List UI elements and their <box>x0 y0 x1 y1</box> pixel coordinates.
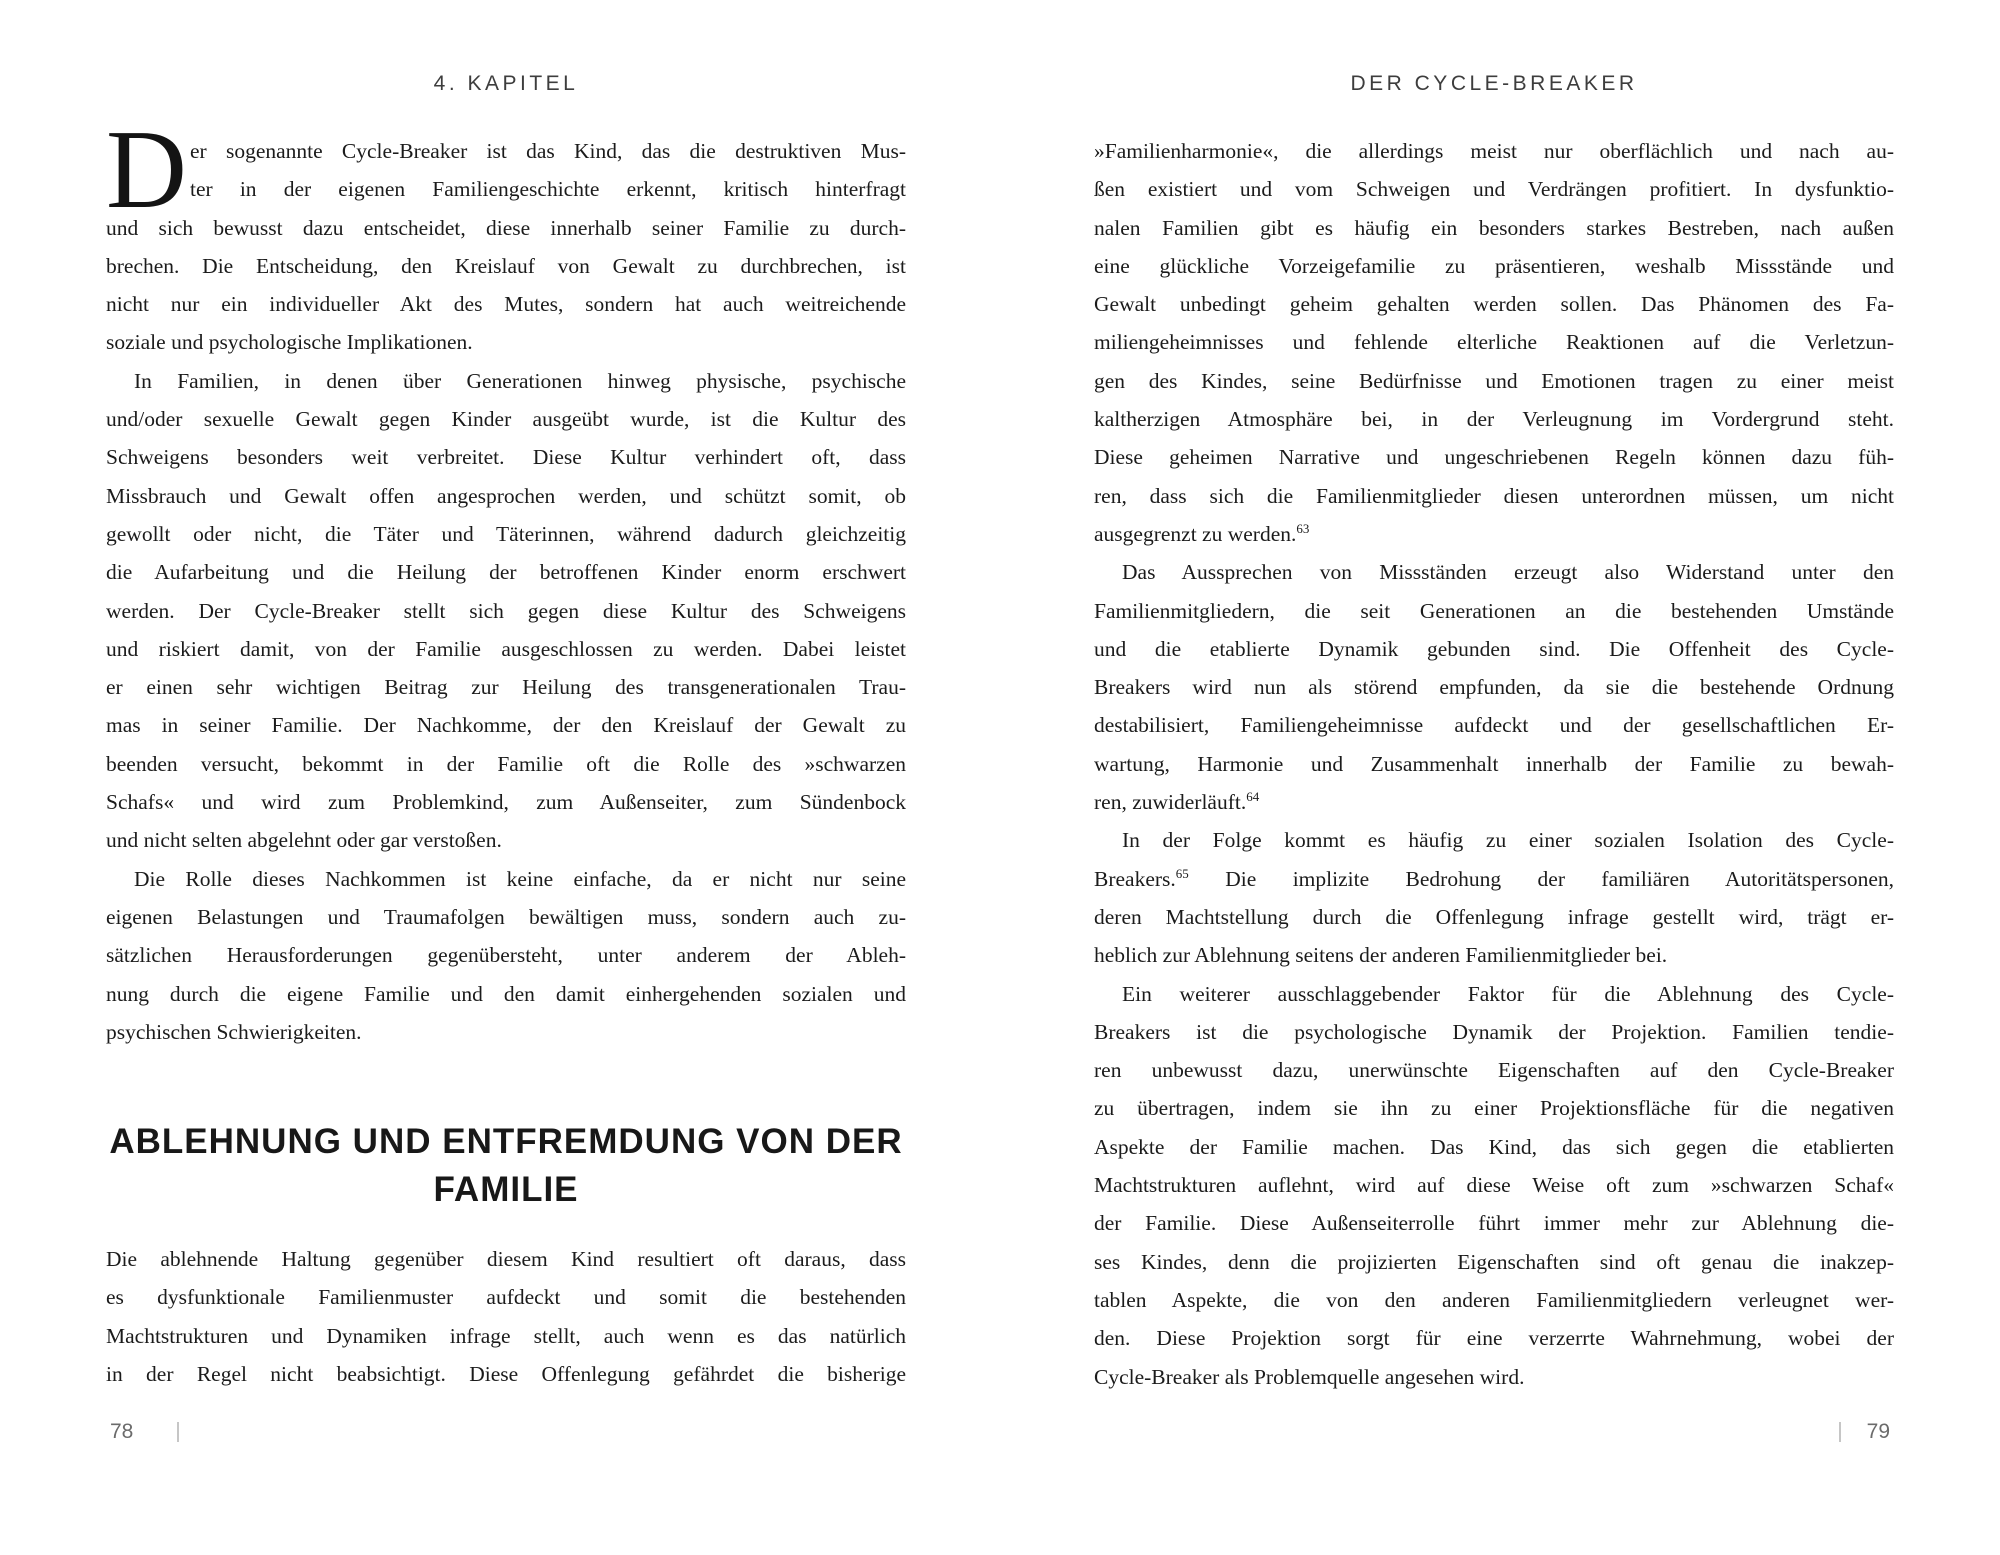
text-line: Machtstrukturen auflehnt, wird auf diese Weise oft zum »schwarzen Schaf« <box>1094 1173 1894 1198</box>
text-line: miliengeheimnisses und fehlende elterliche Reaktionen auf die Verletzun- <box>1094 330 1894 355</box>
text-line: Breakers ist die psychologische Dynamik der Projektion. Familien tendie- <box>1094 1019 1894 1044</box>
text-line: es dysfunktionale Familienmuster aufdeckt und somit die bestehenden <box>106 1285 906 1310</box>
text-line: der Familie. Diese Außenseiterrolle führt immer mehr zur Ablehnung die- <box>1094 1211 1894 1236</box>
text-line: gen des Kindes, seine Bedürfnisse und Emotionen tragen zu einer meist <box>1094 368 1894 393</box>
text-line: nicht nur ein individueller Akt des Mutes, sondern hat auch weitreichende <box>106 292 906 317</box>
text-line: Die ablehnende Haltung gegenüber diesem Kind resultiert oft daraus, dass <box>106 1247 906 1272</box>
page-left-body <box>106 108 906 1393</box>
text-line: und/oder sexuelle Gewalt gegen Kinder ausgeübt wurde, ist die Kultur des <box>106 407 906 432</box>
text-line: Diese geheimen Narrative und ungeschriebenen Regeln können dazu füh- <box>1094 445 1894 470</box>
text-line: und riskiert damit, von der Familie ausgeschlossen zu werden. Dabei leistet <box>106 636 906 661</box>
text-line: heblich zur Ablehnung seitens der anderen Familienmitglieder bei. <box>1094 943 1668 968</box>
page-footer-right <box>1839 1420 1890 1444</box>
text-line: Die Rolle dieses Nachkommen ist keine einfache, da er nicht nur seine <box>134 866 906 891</box>
text-line: Schweigens besonders weit verbreitet. Diese Kultur verhindert oft, dass <box>106 445 906 470</box>
text-line: Gewalt unbedingt geheim gehalten werden sollen. Das Phänomen des Fa- <box>1094 292 1894 317</box>
text-line: Familienmitgliedern, die seit Generationen an die bestehenden Umstände <box>1094 598 1894 623</box>
text-line: mas in seiner Familie. Der Nachkomme, der den Kreislauf der Gewalt zu <box>106 713 906 738</box>
page-footer-left <box>110 1420 179 1444</box>
footer-divider <box>1839 1422 1841 1442</box>
section-heading <box>106 1118 906 1214</box>
text-line: Ein weiterer ausschlaggebender Faktor für die Ablehnung des Cycle- <box>1122 981 1894 1006</box>
page-right <box>1094 0 1894 1555</box>
text-line: zu übertragen, indem sie ihn zu einer Projektionsfläche für die negativen <box>1094 1096 1894 1121</box>
text-line: und nicht selten abgelehnt oder gar verstoßen. <box>106 828 502 853</box>
page-left <box>106 0 906 1555</box>
text-line: Aspekte der Familie machen. Das Kind, das sich gegen die etablierten <box>1094 1134 1894 1159</box>
text-line: brechen. Die Entscheidung, den Kreislauf von Gewalt zu durchbrechen, ist <box>106 253 906 278</box>
footnote-ref: 63 <box>1296 520 1310 536</box>
text-line: soziale und psychologische Implikationen. <box>106 330 473 355</box>
text-line: ausgegrenzt zu werden.$^{63}$ <box>1094 520 1310 546</box>
text-line: Breakers.$^{65}$ Die implizite Bedrohung der familiären Autoritätspersonen, <box>1094 865 1894 891</box>
text-line: nalen Familien gibt es häufig ein besonders starkes Bestreben, nach außen <box>1094 215 1894 240</box>
text-line: ren, dass sich die Familienmitglieder diesen unterordnen müssen, um nicht <box>1094 483 1894 508</box>
text-line: die Aufarbeitung und die Heilung der betroffenen Kinder enorm erschwert <box>106 560 906 585</box>
drop-cap: D <box>106 108 187 232</box>
text-line: ter in der eigenen Familiengeschichte erkennt, kritisch hinterfragt <box>190 177 906 202</box>
section-heading-line: ABLEHNUNG UND ENTFREMDUNG VON DER <box>109 1122 903 1162</box>
paragraph <box>106 108 906 362</box>
text-line: Missbrauch und Gewalt offen angesprochen werden, und schützt somit, ob <box>106 483 906 508</box>
text-line: deren Machtstellung durch die Offenlegung infrage gestellt wird, trägt er- <box>1094 904 1894 929</box>
text-line: und sich bewusst dazu entscheidet, diese innerhalb seiner Familie zu durch- <box>106 215 906 240</box>
text-line: er sogenannte Cycle-Breaker ist das Kind, das die destruktiven Mus- <box>190 139 906 163</box>
page-number-left: 78 <box>110 1420 134 1443</box>
text-line: tablen Aspekte, die von den anderen Familienmitgliedern verleugnet wer- <box>1094 1287 1894 1312</box>
footer-divider <box>177 1422 179 1442</box>
text-line: Machtstrukturen und Dynamiken infrage stellt, auch wenn es das natürlich <box>106 1323 906 1348</box>
page-right-body <box>1094 132 1894 1396</box>
text-line: kaltherzigen Atmosphäre bei, in der Verleugnung im Vordergrund steht. <box>1094 407 1894 432</box>
text-line: Cycle-Breaker als Problemquelle angesehen wird. <box>1094 1364 1525 1389</box>
text-line: beenden versucht, bekommt in der Familie oft die Rolle des »schwarzen <box>106 751 906 776</box>
footnote-ref: 65 <box>1175 865 1189 881</box>
paragraph <box>1094 975 1894 1396</box>
text-line: »Familienharmonie«, die allerdings meist nur oberflächlich und nach au- <box>1094 139 1894 163</box>
text-line: er einen sehr wichtigen Beitrag zur Heilung des transgenerationalen Trau- <box>106 675 906 700</box>
text-line: gewollt oder nicht, die Täter und Täterinnen, während dadurch gleichzeitig <box>106 521 906 546</box>
text-line: destabilisiert, Familiengeheimnisse aufdeckt und der gesellschaftlichen Er- <box>1094 713 1894 738</box>
running-head-chapter: 4. KAPITEL <box>433 72 579 95</box>
running-head-title: DER CYCLE-BREAKER <box>1350 72 1638 95</box>
text-line: ses Kindes, denn die projizierten Eigenschaften sind oft genau die inakzep- <box>1094 1249 1894 1274</box>
text-line: In der Folge kommt es häufig zu einer sozialen Isolation des Cycle- <box>1122 828 1894 853</box>
text-line: werden. Der Cycle-Breaker stellt sich gegen diese Kultur des Schweigens <box>106 598 906 623</box>
text-line: den. Diese Projektion sorgt für eine verzerrte Wahrnehmung, wobei der <box>1094 1326 1894 1351</box>
text-line: sätzlichen Herausforderungen gegenübersteht, unter anderem der Ableh- <box>106 943 906 968</box>
text-line: ren unbewusst dazu, unerwünschte Eigenschaften auf den Cycle-Breaker <box>1094 1058 1894 1083</box>
text-line: ßen existiert und vom Schweigen und Verdrängen profitiert. In dysfunktio- <box>1094 177 1894 202</box>
text-line: Das Aussprechen von Missständen erzeugt also Widerstand unter den <box>1122 560 1894 585</box>
text-line: eine glückliche Vorzeigefamilie zu präsentieren, weshalb Missstände und <box>1094 253 1894 278</box>
paragraph <box>106 1240 906 1393</box>
paragraph <box>106 362 906 860</box>
text-line: Schafs« und wird zum Problemkind, zum Außenseiter, zum Sündenbock <box>106 790 906 815</box>
text-line: in der Regel nicht beabsichtigt. Diese Offenlegung gefährdet die bisherige <box>106 1362 906 1387</box>
paragraph <box>1094 553 1894 821</box>
page-number-right: 79 <box>1866 1420 1890 1443</box>
paragraph <box>1094 821 1894 974</box>
text-line: ren, zuwiderläuft.$^{64}$ <box>1094 788 1260 815</box>
footnote-ref: 64 <box>1246 788 1260 804</box>
text-line: eigenen Belastungen und Traumafolgen bewältigen muss, sondern auch zu- <box>106 904 906 929</box>
text-line: nung durch die eigene Familie und den damit einhergehenden sozialen und <box>106 981 906 1006</box>
paragraph <box>106 860 906 1051</box>
text-line: psychischen Schwierigkeiten. <box>106 1019 362 1044</box>
paragraph <box>1094 132 1894 553</box>
text-line: wartung, Harmonie und Zusammenhalt innerhalb der Familie zu bewah- <box>1094 751 1894 776</box>
text-line: Breakers wird nun als störend empfunden, da sie die bestehende Ordnung <box>1094 675 1894 700</box>
text-line: In Familien, in denen über Generationen hinweg physische, psychische <box>134 368 906 393</box>
text-line: und die etablierte Dynamik gebunden sind. Die Offenheit des Cycle- <box>1094 636 1894 661</box>
section-heading-line: FAMILIE <box>433 1170 579 1210</box>
